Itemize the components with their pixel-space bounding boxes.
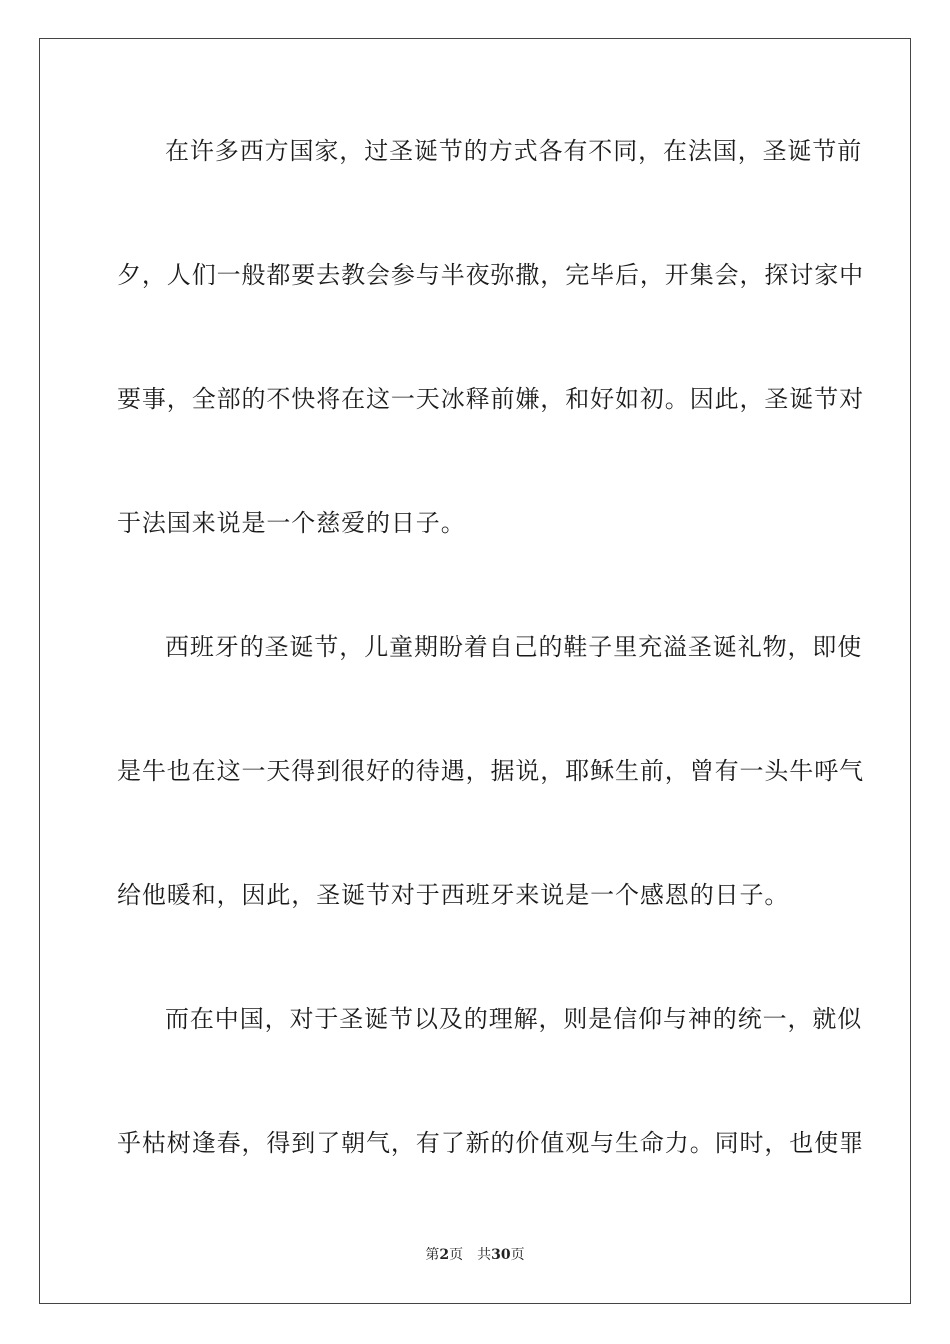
paragraph-1-line-4: 于法国来说是一个慈爱的日子。 [117, 509, 466, 537]
page-footer [0, 1246, 950, 1264]
paragraph-1-line-2: 夕，人们一般都要去教会参与半夜弥撒，完毕后，开集会，探讨家中 [117, 261, 864, 289]
paragraph-3-line-1: 而在中国，对于圣诞节以及的理解，则是信仰与神的统一，就似 [165, 1005, 863, 1033]
paragraph-1-line-1: 在许多西方国家，过圣诞节的方式各有不同，在法国，圣诞节前 [165, 137, 863, 165]
paragraph-2-line-3: 给他暖和，因此，圣诞节对于西班牙来说是一个感恩的日子。 [117, 881, 790, 909]
page-number: 2 [439, 1247, 450, 1263]
paragraph-2-line-2: 是牛也在这一天得到很好的待遇，据说，耶稣生前，曾有一头牛呼气 [117, 757, 864, 785]
page-frame [39, 38, 911, 1304]
page-suffix: 页 [449, 1247, 464, 1263]
paragraph-1-line-3: 要事，全部的不快将在这一天冰释前嫌，和好如初。因此，圣诞节对 [117, 385, 864, 413]
paragraph-3-line-2: 乎枯树逢春，得到了朝气，有了新的价值观与生命力。同时，也使罪 [117, 1129, 864, 1157]
total-pages: 30 [491, 1247, 511, 1263]
page-prefix: 第 [425, 1247, 440, 1263]
total-prefix: 共 [477, 1247, 492, 1263]
total-suffix: 页 [510, 1247, 525, 1263]
paragraph-2-line-1: 西班牙的圣诞节，儿童期盼着自己的鞋子里充溢圣诞礼物，即使 [165, 633, 863, 661]
